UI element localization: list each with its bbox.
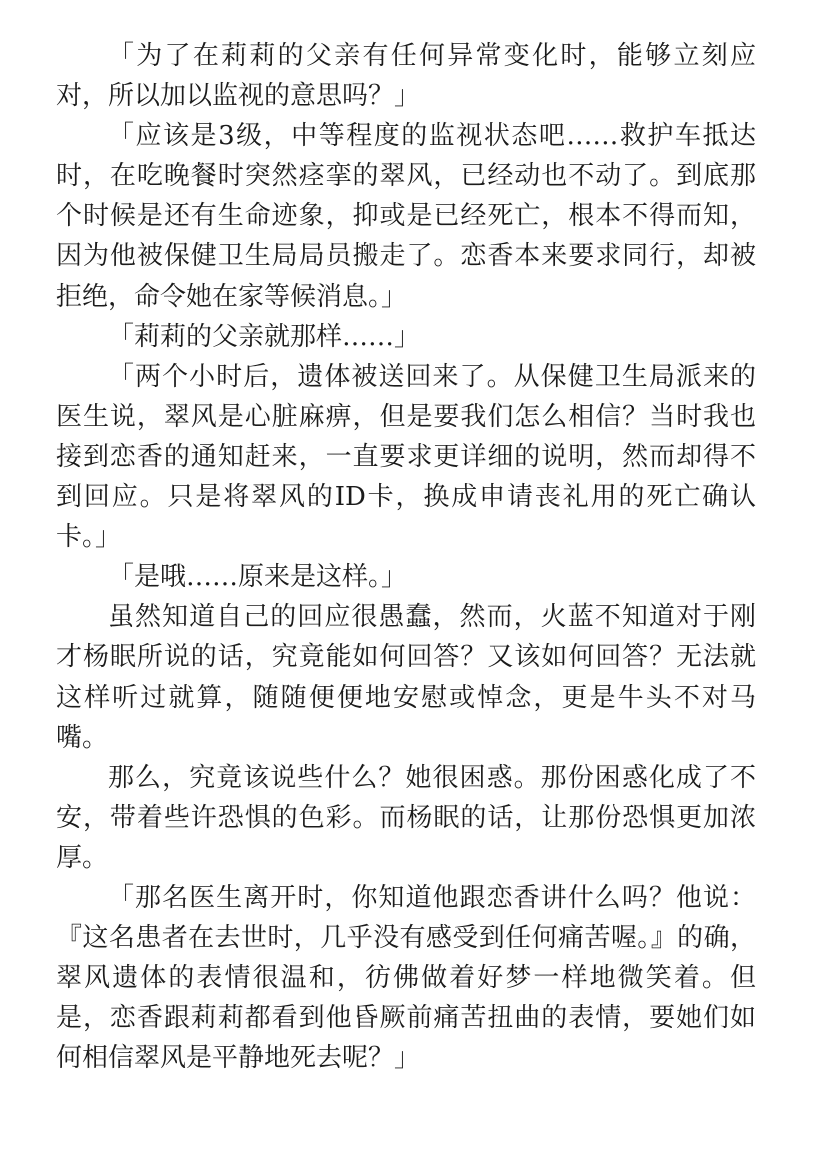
paragraph-7: 那么，究竟该说些什么？她很困惑。那份困惑化成了不安，带着些许恐惧的色彩。而杨眠的话，让那份恐惧更加浓厚。 — [56, 762, 756, 873]
paragraph-8: 「那名医生离开时，你知道他跟恋香讲什么吗？他说：『这名患者在去世时，几乎没有感受到任何痛苦喔。』的确，翠风遗体的表情很温和，彷佛做着好梦一样地微笑着。但是，恋香跟莉莉都看到他昏厥前痛苦扭曲的表情，要她们如何相信翠风是平静地死去呢？」 — [56, 882, 756, 1074]
document-page — [56, 36, 756, 1078]
paragraph-1: 「为了在莉莉的父亲有任何异常变化时，能够立刻应对，所以加以监视的意思吗？」 — [56, 41, 756, 112]
paragraph-6: 虽然知道自己的回应很愚蠢，然而，火蓝不知道对于刚才杨眠所说的话，究竟能如何回答？又该如何回答？无法就这样听过就算，随随便便地安慰或悼念，更是牛头不对马嘴。 — [56, 602, 756, 753]
paragraph-2: 「应该是3级，中等程度的监视状态吧……救护车抵达时，在吃晚餐时突然痉挛的翠风，已经动也不动了。到底那个时候是还有生命迹象，抑或是已经死亡，根本不得而知，因为他被保健卫生局局员搬走了。恋香本来要求同行，却被拒绝，命令她在家等候消息。」 — [56, 121, 756, 312]
paragraph-3: 「莉莉的父亲就那样……」 — [108, 321, 421, 352]
paragraph-5: 「是哦……原来是这样。」 — [108, 562, 408, 593]
paragraph-4: 「两个小时后，遗体被送回来了。从保健卫生局派来的医生说，翠风是心脏麻痹，但是要我们怎么相信？当时我也接到恋香的通知赶来，一直要求更详细的说明，然而却得不到回应。只是将翠风的ID卡，换成申请丧礼用的死亡确认卡。」 — [56, 361, 756, 553]
